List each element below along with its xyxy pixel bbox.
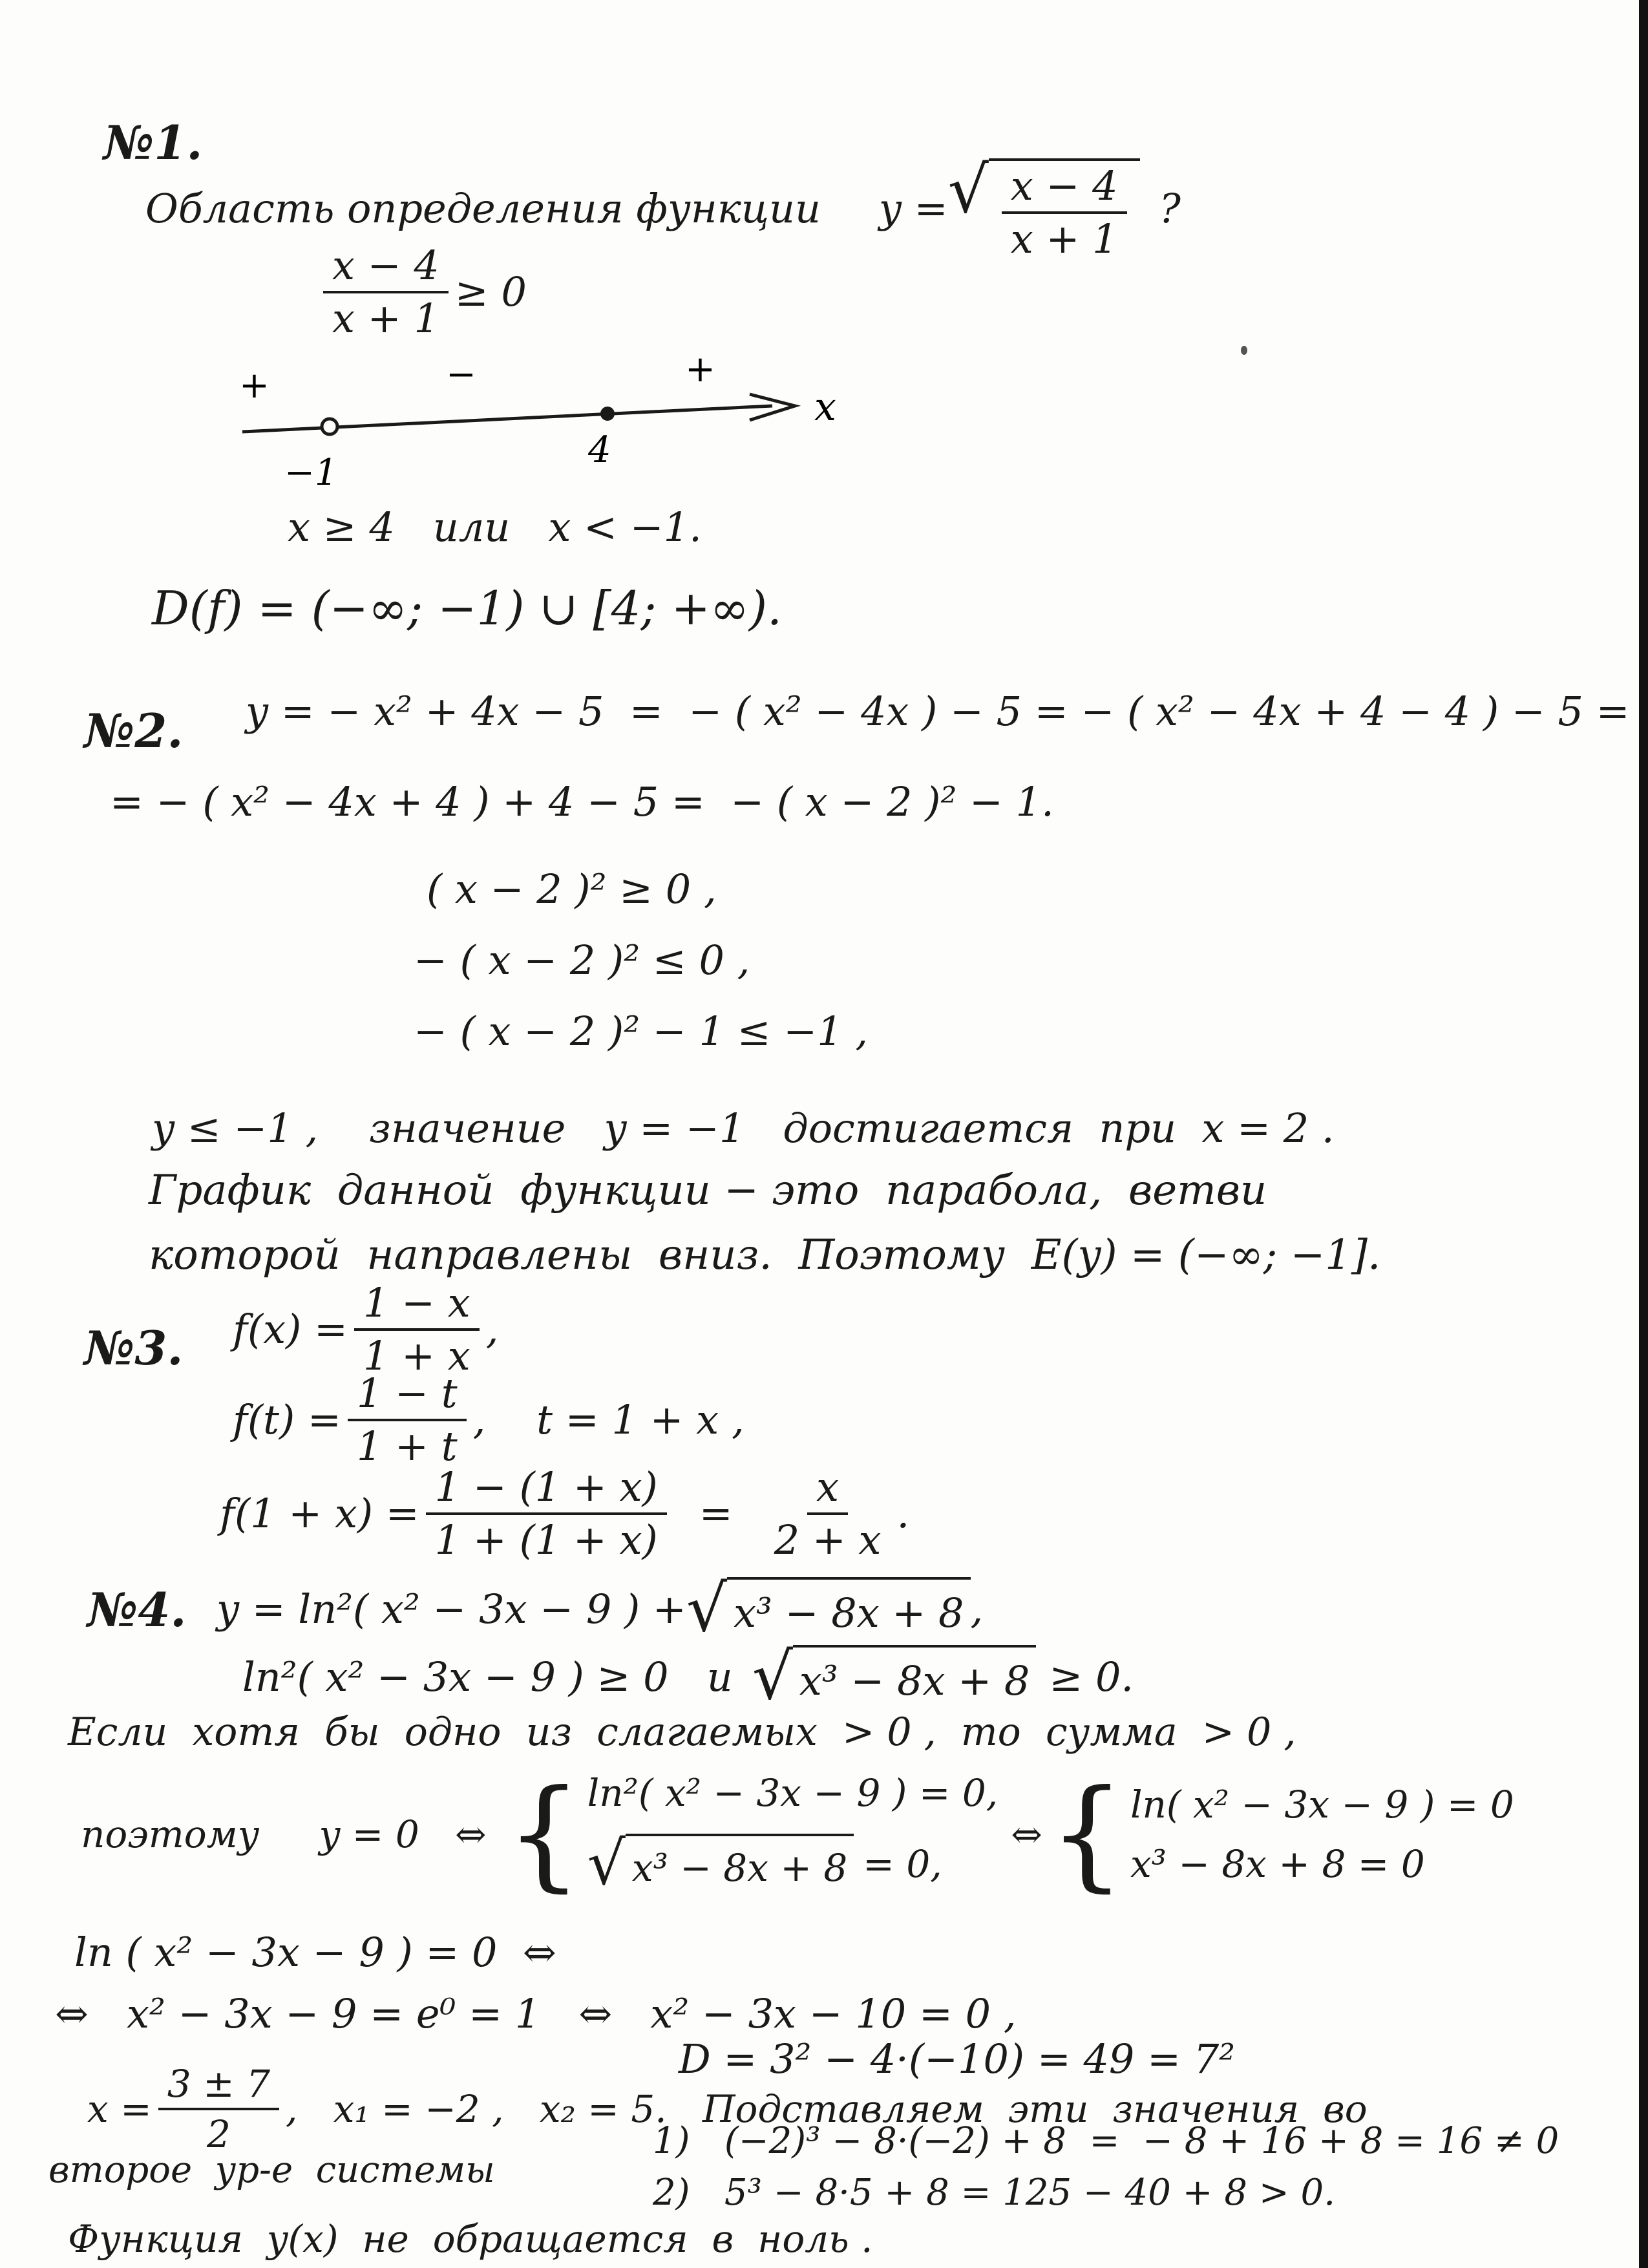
p1-frac-num: x − 4 <box>1002 166 1127 214</box>
p1-qmark: ? <box>1159 185 1181 232</box>
sign-left: + <box>239 365 269 407</box>
p3-f-1x-label: f(1 + x) = <box>220 1490 419 1537</box>
p2-line-3: ( x − 2 )² ≥ 0 , <box>427 865 717 913</box>
p3-f-of-x <box>233 1279 499 1379</box>
sign-middle: − <box>446 354 476 396</box>
p4-sys1-row1: ln²( x² − 3x − 9 ) = 0, <box>587 1771 998 1816</box>
p1-frac-den: x + 1 <box>1010 215 1118 262</box>
problem-4-heading: №4. <box>87 1582 187 1637</box>
p4-system-1: { ln²( x² − 3x − 9 ) = 0, √ x³ − 8x + 8 = 0, <box>505 1764 998 1903</box>
open-point-minus-1 <box>322 419 337 434</box>
p1-ineq-rel: ≥ 0 <box>454 268 527 315</box>
problem-1-heading: №1. <box>103 115 203 170</box>
p3-f-x-num: 1 − x <box>354 1283 480 1331</box>
p4-sys2-row2: x³ − 8x + 8 = 0 <box>1130 1841 1425 1886</box>
p3-result-fraction <box>765 1463 891 1563</box>
p4-roots-fraction <box>158 2062 279 2156</box>
p2-line-4: − ( x − 2 )² ≤ 0 , <box>414 937 750 984</box>
p3-result-num: x <box>807 1467 848 1515</box>
p3-f-x-fraction <box>354 1279 480 1379</box>
p4-y-end: , <box>970 1585 984 1633</box>
p4-if-line: Если хотя бы одно из слагаемых > 0 , то сумма > 0 , <box>68 1710 1296 1755</box>
p4-second-eq: второе ур-е системы <box>48 2149 495 2191</box>
p2-line-7: График данной функции − это парабола, ветви <box>149 1167 1267 1214</box>
p1-prompt: Область определения функции <box>145 185 821 232</box>
p3-f-1x-fraction <box>426 1463 667 1563</box>
p3-comma: , <box>485 1306 499 1353</box>
label-4: 4 <box>588 429 611 471</box>
sign-right: + <box>685 348 715 390</box>
p4-system-line <box>81 1764 1514 1903</box>
p4-nonneg-radicand: x³ − 8x + 8 <box>793 1645 1036 1709</box>
label-minus-1: −1 <box>284 452 338 494</box>
p4-therefore: поэтому y = 0 ⇔ <box>81 1812 487 1856</box>
p4-definition <box>217 1572 984 1646</box>
p3-f-x-den: 1 + x <box>363 1332 470 1379</box>
problem-3-heading: №3. <box>84 1320 184 1375</box>
p4-check-1: 1) (−2)³ − 8·(−2) + 8 = − 8 + 16 + 8 = 16 ≠ 0 <box>653 2120 1559 2162</box>
p4-nonneg-a: ln²( x² − 3x − 9 ) ≥ 0 и <box>242 1653 733 1701</box>
p1-cases: x ≥ 4 или x < −1. <box>288 503 702 551</box>
p3-f-t-num: 1 − t <box>348 1373 467 1421</box>
p4-sys2-row1: ln( x² − 3x − 9 ) = 0 <box>1130 1782 1514 1827</box>
p3-equals: = <box>699 1490 733 1537</box>
p3-t-def: , t = 1 + x , <box>472 1396 745 1443</box>
p3-f-t-fraction <box>348 1370 467 1470</box>
p4-y-def: y = ln²( x² − 3x − 9 ) + <box>217 1585 686 1633</box>
p4-exp-line: ⇔ x² − 3x − 9 = e⁰ = 1 ⇔ x² − 3x − 10 = 0 , <box>55 1990 1017 2037</box>
p2-line-5: − ( x − 2 )² − 1 ≤ −1 , <box>414 1008 869 1055</box>
p2-line-8: которой направлены вниз. Поэтому E(y) = (−∞; −1]. <box>149 1231 1381 1279</box>
p4-nonneg <box>242 1640 1134 1714</box>
p4-equiv: ⇔ <box>1011 1812 1042 1856</box>
axis-name: x <box>814 385 836 430</box>
p3-f-x-label: f(x) = <box>233 1306 348 1353</box>
p3-f-of-1-plus-x <box>220 1463 910 1563</box>
p4-system-2: { ln( x² − 3x − 9 ) = 0 x³ − 8x + 8 = 0 <box>1048 1764 1514 1903</box>
p3-f-t-den: 1 + t <box>356 1423 458 1470</box>
p3-f-t-label: f(t) = <box>233 1396 341 1443</box>
p4-y-radicand: x³ − 8x + 8 <box>727 1577 970 1641</box>
p4-sys1-row2-end: = 0, <box>863 1841 942 1886</box>
p4-conclusion: Функция y(x) не обращается в ноль . <box>68 2217 873 2261</box>
p1-y-eq: y = <box>878 185 948 232</box>
p2-line-1: y = − x² + 4x − 5 = − ( x² − 4x ) − 5 = − ( x² − 4x + 4 − 4 ) − 5 = <box>246 688 1630 735</box>
p4-y-sqrt: √ x³ − 8x + 8 <box>686 1577 971 1641</box>
p4-nonneg-sqrt: √ x³ − 8x + 8 <box>752 1645 1037 1709</box>
p4-discriminant: D = 3² − 4·(−10) = 49 = 7² <box>679 2035 1236 2083</box>
p1-ineq-den: x + 1 <box>332 295 439 342</box>
p4-sys1-radicand: x³ − 8x + 8 <box>626 1834 854 1894</box>
p4-ln-line: ln ( x² − 3x − 9 ) = 0 ⇔ <box>74 1929 556 1976</box>
p2-line-6: y ≤ −1 , значение y = −1 достигается при x = 2 . <box>152 1105 1335 1152</box>
closed-point-4 <box>600 407 615 421</box>
problem-2-heading: №2. <box>84 703 184 758</box>
p1-sqrt: √ $\frac{x - 4}{x + 1}$ <box>948 158 1140 259</box>
p3-result-den: 2 + x <box>774 1516 882 1563</box>
p1-domain-answer: D(f) = (−∞; −1) ∪ [4; +∞). <box>152 581 782 635</box>
p3-f-1x-num: 1 − (1 + x) <box>426 1467 667 1515</box>
p4-roots-rest: , x₁ = −2 , x₂ = 5. Подставляем эти значения во <box>286 2087 1368 2131</box>
p3-dot: . <box>896 1490 910 1537</box>
p2-line-2: = − ( x² − 4x + 4 ) + 4 − 5 = − ( x − 2 )² − 1. <box>110 778 1054 825</box>
p4-check-2: 2) 5³ − 8·5 + 8 = 125 − 40 + 8 > 0. <box>653 2172 1335 2214</box>
p4-nonneg-end: ≥ 0. <box>1049 1653 1134 1701</box>
p4-roots-x: x = <box>87 2087 152 2131</box>
p4-sys1-sqrt: √ x³ − 8x + 8 <box>587 1834 854 1894</box>
p4-roots-den: 2 <box>206 2112 231 2156</box>
p1-ineq-num: x − 4 <box>323 246 449 293</box>
p4-roots-num: 3 ± 7 <box>158 2065 279 2110</box>
p3-f-1x-den: 1 + (1 + x) <box>434 1516 658 1563</box>
p3-f-of-t <box>233 1370 745 1470</box>
